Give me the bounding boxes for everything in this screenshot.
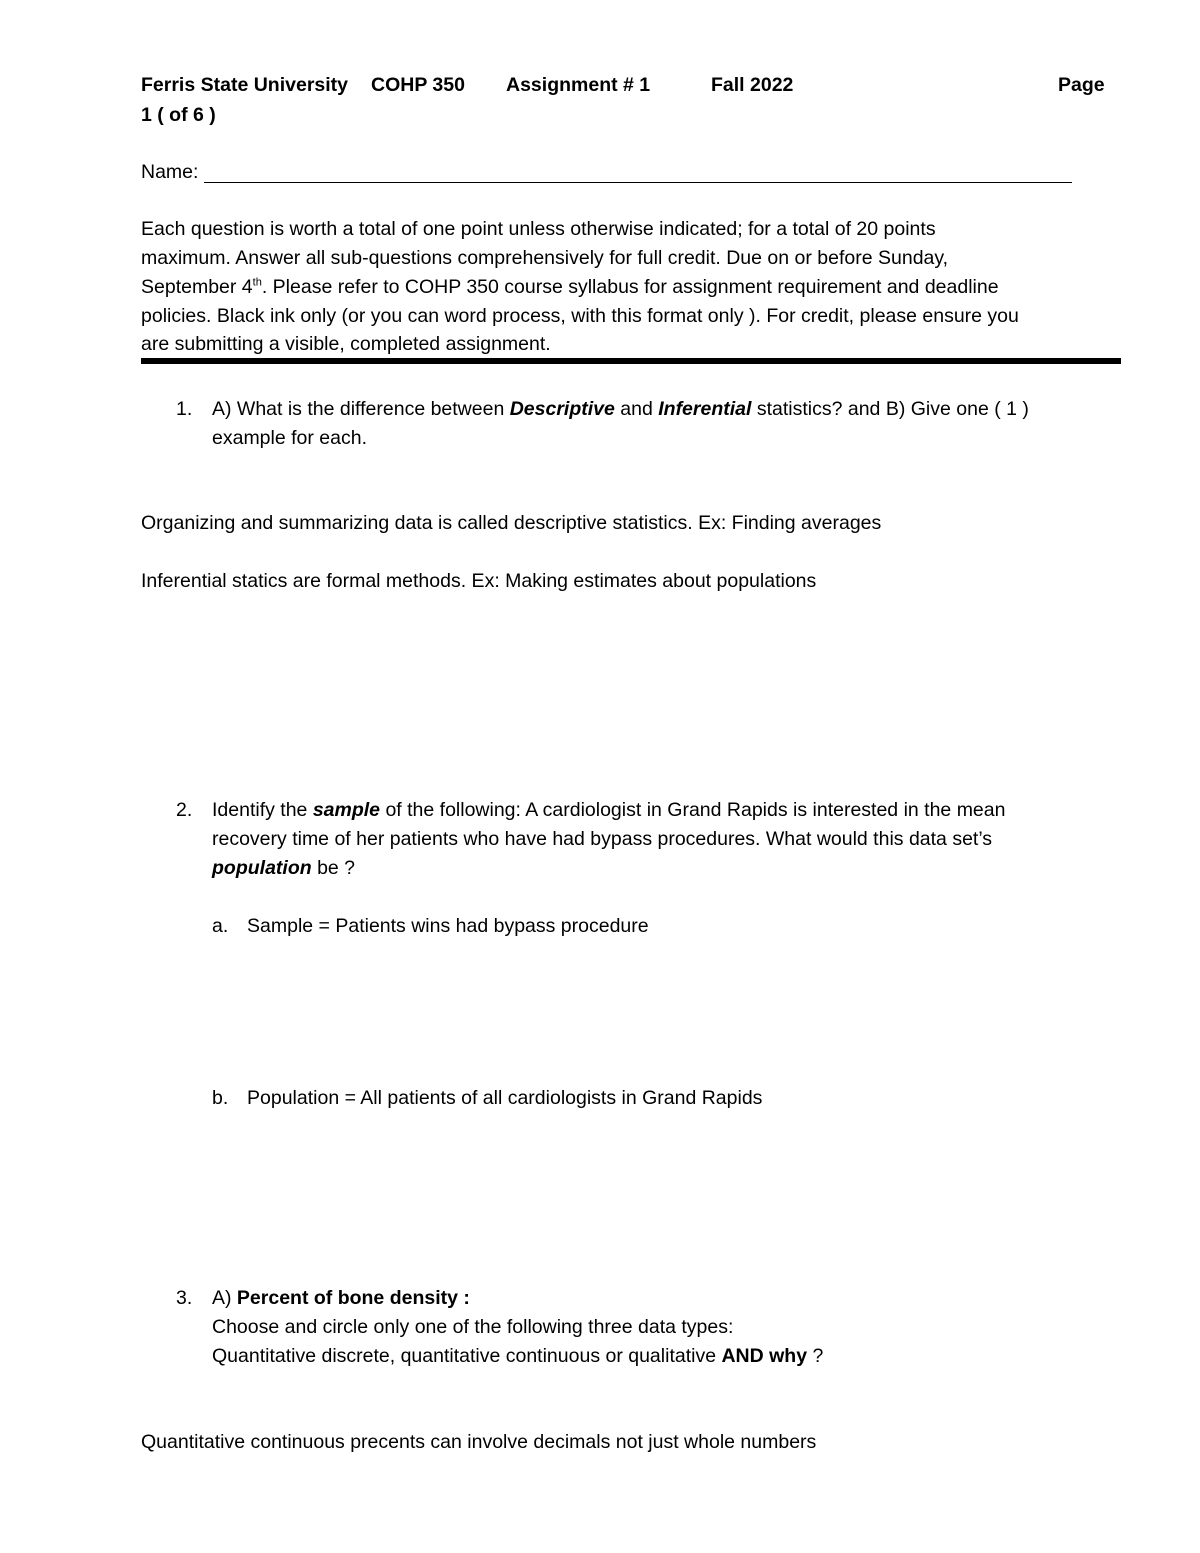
q2-text-c: be ? — [311, 857, 356, 879]
instructions-date-suffix: th — [252, 276, 262, 289]
q1-answer-1: Organizing and summarizing data is called descriptive statistics. Ex: Finding averages — [141, 512, 882, 534]
instructions-date: September 4 — [141, 276, 253, 298]
q2-population: population — [212, 857, 312, 879]
q1-text-c: statistics? and B) Give one ( 1 ) — [751, 398, 1029, 420]
name-underline — [204, 182, 1072, 183]
q2-b-label: b. — [212, 1087, 229, 1109]
q2-a-label: a. — [212, 915, 229, 937]
header-assignment: Assignment # 1 — [506, 74, 651, 96]
q3-number: 3. — [176, 1287, 193, 1309]
q2-text-line-2: recovery time of her patients who have had bypass procedures. What would this data set’s — [212, 828, 993, 850]
q3-text-line-3 — [212, 1342, 823, 1371]
q2-text-line-3 — [212, 854, 355, 883]
q3-text-line-2: Choose and circle only one of the following three data types: — [212, 1316, 734, 1338]
q1-text-a: A) What is the difference between — [212, 398, 510, 420]
q2-text-a: Identify the — [212, 799, 313, 821]
section-divider — [141, 358, 1121, 364]
header-page-label: Page — [1058, 74, 1105, 96]
q3-and-why: AND why — [721, 1345, 808, 1367]
q2-b-answer: Population = All patients of all cardiologists in Grand Rapids — [247, 1087, 763, 1109]
header-course: COHP 350 — [371, 74, 465, 96]
header-university: Ferris State University — [141, 74, 349, 96]
q3-text-a: A) — [212, 1287, 237, 1309]
name-label: Name: — [141, 161, 199, 183]
instructions-line-1: Each question is worth a total of one point unless otherwise indicated; for a total of 20 points — [141, 218, 936, 240]
q1-text-line-2: example for each. — [212, 427, 368, 449]
instructions-line-5: are submitting a visible, completed assignment. — [141, 333, 551, 355]
q1-number: 1. — [176, 398, 193, 420]
q2-sample: sample — [312, 799, 381, 821]
instructions-line-3-rest: . Please refer to COHP 350 course syllabus for assignment requirement and deadline — [261, 276, 999, 298]
instructions-line-3 — [141, 273, 999, 302]
q2-a-answer: Sample = Patients wins had bypass procedure — [247, 915, 649, 937]
header-term: Fall 2022 — [711, 74, 794, 96]
q1-text-line-1 — [212, 395, 1029, 424]
q2-number: 2. — [176, 799, 193, 821]
q3-title: Percent of bone density : — [236, 1287, 470, 1309]
q3-text-c: ? — [807, 1345, 824, 1367]
q1-answer-2: Inferential statics are formal methods. Ex: Making estimates about populations — [141, 570, 817, 592]
q1-descriptive: Descriptive — [509, 398, 615, 420]
q1-text-b: and — [614, 398, 659, 420]
instructions-line-2: maximum. Answer all sub-questions comprehensively for full credit. Due on or before Sunday, — [141, 247, 949, 269]
q2-text-b: of the following: A cardiologist in Grand Rapids is interested in the mean — [380, 799, 1006, 821]
instructions-line-4: policies. Black ink only (or you can word process, with this format only ). For credit, please ensure you — [141, 305, 1019, 327]
header-page-number: 1 ( of 6 ) — [141, 104, 216, 126]
q2-text-line-1 — [212, 796, 1005, 825]
q3-text-line-1 — [212, 1284, 470, 1313]
q1-inferential: Inferential — [658, 398, 752, 420]
q3-answer: Quantitative continuous precents can involve decimals not just whole numbers — [141, 1431, 817, 1453]
q3-text-b: Quantitative discrete, quantitative continuous or qualitative — [212, 1345, 722, 1367]
